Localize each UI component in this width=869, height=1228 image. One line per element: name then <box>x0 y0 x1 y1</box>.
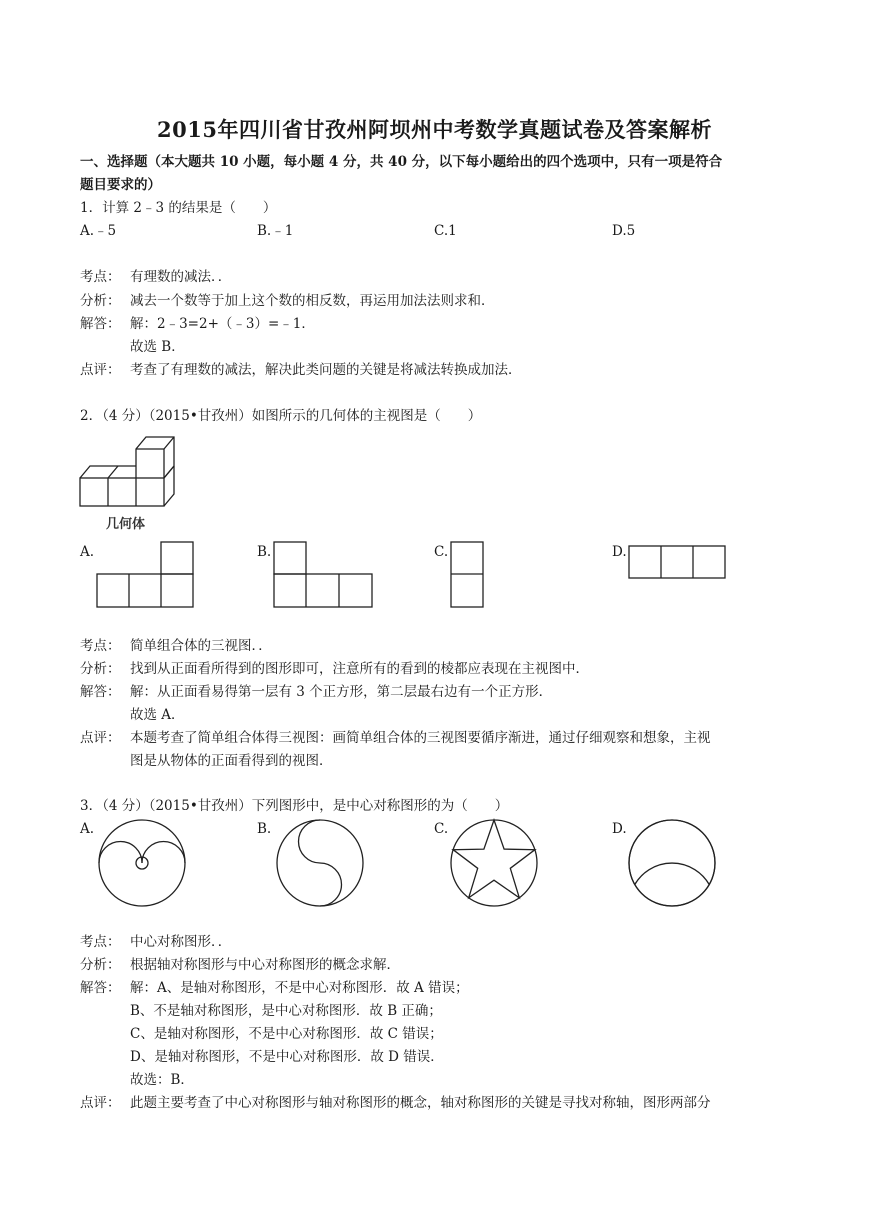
q1-kaodian-label: 考点： <box>80 269 121 285</box>
q3-jieda-line-1: 解：A、是轴对称图形，不是中心对称图形．故 A 错误； <box>130 980 469 996</box>
q3-kaodian: 中心对称图形．． <box>130 934 232 950</box>
q3-dianping: 此题主要考查了中心对称图形与轴对称图形的概念，轴对称图形的关键是寻找对称轴，图形两部分 <box>130 1095 711 1111</box>
q2-dianping-line-2: 图是从物体的正面看得到的视图． <box>130 753 333 769</box>
q3-jieda-line-3: C、是轴对称图形，不是中心对称图形．故 C 错误； <box>130 1026 443 1042</box>
q2-option-b-figure <box>273 541 375 611</box>
q2-stem: 2．（4 分）（2015•甘孜州）如图所示的几何体的主视图是（ ） <box>80 408 482 424</box>
q1-option-a: A.﹣5 <box>80 223 117 239</box>
q1-option-b: B.﹣1 <box>257 223 294 239</box>
q3-option-b-label: B. <box>257 821 272 837</box>
q3-option-c-label: C. <box>434 821 449 837</box>
q1-fenxi: 减去一个数等于加上这个数的相反数，再运用加法法则求和． <box>130 293 495 309</box>
q3-jieda-line-2: B、不是轴对称图形，是中心对称图形．故 B 正确； <box>130 1003 442 1019</box>
q3-fenxi-label: 分析： <box>80 957 121 973</box>
q2-option-c-label: C. <box>434 544 449 560</box>
q1-jieda-label: 解答： <box>80 316 121 332</box>
q3-jieda-line-4: D、是轴对称图形，不是中心对称图形．故 D 错误． <box>130 1049 444 1065</box>
q2-fenxi-label: 分析： <box>80 661 121 677</box>
section-header-line-2: 题目要求的） <box>80 177 161 193</box>
q2-fenxi: 找到从正面看所得到的图形即可，注意所有的看到的棱都应表现在主视图中． <box>130 661 589 677</box>
q2-jieda-line-1: 解：从正面看易得第一层有 3 个正方形，第二层最右边有一个正方形． <box>130 684 553 700</box>
q1-dianping-label: 点评： <box>80 362 121 378</box>
q2-option-d-figure <box>628 545 728 581</box>
q2-option-a-label: A. <box>80 544 95 560</box>
q1-jieda-line-2: 故选 B． <box>130 339 185 355</box>
page-title: 2015年四川省甘孜州阿坝州中考数学真题试卷及答案解析 <box>157 117 712 142</box>
q1-dianping: 考查了有理数的减法，解决此类问题的关键是将减法转换成加法． <box>130 362 522 378</box>
q2-option-b-label: B. <box>257 544 272 560</box>
q3-jieda-label: 解答： <box>80 980 121 996</box>
section-header-line-1: 一、选择题（本大题共 10 小题，每小题 4 分，共 40 分，以下每小题给出的四个选项中，只有一项是符合 <box>80 154 723 170</box>
q3-option-a-label: A. <box>80 821 95 837</box>
q3-option-a-figure <box>98 818 188 908</box>
q2-kaodian: 简单组合体的三视图．． <box>130 638 272 654</box>
q1-option-d: D.5 <box>612 223 636 239</box>
q2-option-c-figure <box>450 541 486 611</box>
q1-jieda-line-1: 解：2﹣3=2+（﹣3）=﹣1． <box>130 316 315 332</box>
q2-dianping-line-1: 本题考查了简单组合体得三视图：画简单组合体的三视图要循序渐进，通过仔细观察和想象，主视 <box>130 730 711 746</box>
q3-option-d-label: D. <box>612 821 627 837</box>
q2-jieda-line-2: 故选 A． <box>130 707 185 723</box>
q2-option-a-figure <box>96 541 196 611</box>
q3-dianping-label: 点评： <box>80 1095 121 1111</box>
q1-option-c: C.1 <box>434 223 457 239</box>
q3-option-b-figure <box>276 818 366 908</box>
q2-dianping-label: 点评： <box>80 730 121 746</box>
q3-stem: 3．（4 分）（2015•甘孜州）下列图形中，是中心对称图形的为（ ） <box>80 798 509 814</box>
q2-figure-caption: 几何体 <box>106 517 146 532</box>
q3-fenxi: 根据轴对称图形与中心对称图形的概念求解． <box>130 957 400 973</box>
q2-jieda-label: 解答： <box>80 684 121 700</box>
q1-fenxi-label: 分析： <box>80 293 121 309</box>
q3-kaodian-label: 考点： <box>80 934 121 950</box>
q2-option-d-label: D. <box>612 544 627 560</box>
q3-option-c-figure <box>450 818 540 908</box>
q3-jieda-line-5: 故选：B． <box>130 1072 194 1088</box>
q2-kaodian-label: 考点： <box>80 638 121 654</box>
q2-solid-figure <box>76 440 186 512</box>
q1-stem: 1．计算 2﹣3 的结果是（ ） <box>80 200 277 216</box>
q3-option-d-figure <box>628 818 718 908</box>
q1-kaodian: 有理数的减法．． <box>130 269 232 285</box>
